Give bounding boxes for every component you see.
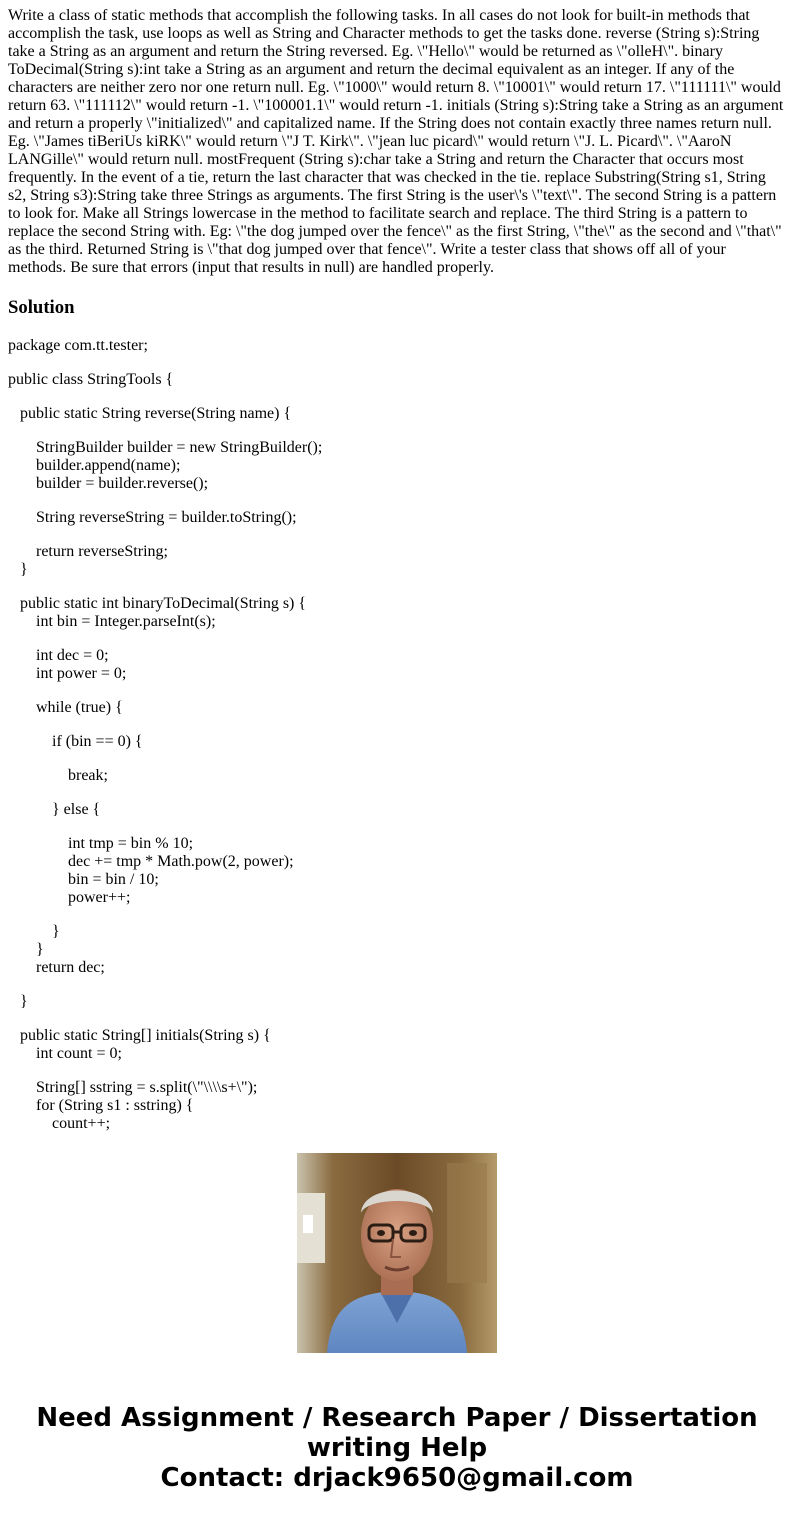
code-line: int tmp = bin % 10; — [8, 835, 194, 852]
author-avatar — [297, 1153, 497, 1353]
code-line — [8, 527, 786, 543]
solution-heading: Solution — [8, 297, 75, 318]
code-line: while (true) { — [8, 699, 123, 716]
code-line — [8, 1063, 786, 1079]
code-line — [8, 907, 786, 923]
code-line: break; — [8, 767, 108, 784]
code-line — [8, 631, 786, 647]
code-line — [8, 355, 786, 371]
code-line: StringBuilder builder = new StringBuilder(); — [8, 439, 323, 456]
code-line: public static String[] initials(String s) { — [8, 1027, 271, 1044]
code-line — [8, 717, 786, 733]
code-line — [8, 785, 786, 801]
promo-banner — [0, 1403, 794, 1493]
code-line — [8, 579, 786, 595]
code-line: int bin = Integer.parseInt(s); — [8, 613, 216, 630]
code-line: } else { — [8, 801, 101, 818]
code-line: } — [8, 923, 60, 940]
code-line: if (bin == 0) { — [8, 733, 143, 750]
code-line: public static int binaryToDecimal(String s) { — [8, 595, 307, 612]
code-line: for (String s1 : sstring) { — [8, 1097, 194, 1114]
code-line — [8, 819, 786, 835]
code-line: count++; — [8, 1115, 111, 1132]
code-line: public static String reverse(String name) { — [8, 405, 292, 422]
code-line: bin = bin / 10; — [8, 871, 159, 888]
code-line — [8, 423, 786, 439]
code-line — [8, 977, 786, 993]
code-line — [8, 389, 786, 405]
code-line: } — [8, 561, 28, 578]
code-line: } — [8, 993, 28, 1010]
code-line: int dec = 0; — [8, 647, 109, 664]
code-line: builder.append(name); — [8, 457, 181, 474]
code-line: int power = 0; — [8, 665, 127, 682]
code-line — [8, 683, 786, 699]
code-line: package com.tt.tester; — [8, 337, 148, 354]
promo-line-2: writing Help — [306, 1433, 488, 1463]
code-line: builder = builder.reverse(); — [8, 475, 209, 492]
code-line — [8, 1011, 786, 1027]
code-line: int count = 0; — [8, 1045, 122, 1062]
code-line: power++; — [8, 889, 131, 906]
code-line: return dec; — [8, 959, 105, 976]
person-photo-icon — [297, 1153, 497, 1353]
code-line: public class StringTools { — [8, 371, 174, 388]
promo-line-1: Need Assignment / Research Paper / Dissertation — [36, 1403, 758, 1433]
code-line: String[] sstring = s.split(\"\\\\s+\"); — [8, 1079, 258, 1096]
question-text: Write a class of static methods that accomplish the following tasks. In all cases do not look for built-in methods that accomplish the task, use loops as well as String and Character methods to get the tasks done. reverse (String s):String take a String as an argument and return the String reversed. Eg. \"Hello\" would be returned as \"olleH\". binary ToDecimal(String s):int take a String as an argument and return the decimal equivalent as an integer. If any of the characters are neither zero nor one return null. Eg. \"1000\" would return 8. \"10001\" would return 17. \"111111\" would return 63. \"111112\" would return -1. \"100001.1\" would return -1. initials (String s):String take a String as an argument and return a properly \"initialized\" and capitalized name. If the String does not contain exactly three names return null. Eg. \"James tiBeriUs kiRK\" would return \"J T. Kirk\". \"jean luc picard\" would return \"J. L. Picard\". \"AaroN LANGille\" would return null. mostFrequent (String s):char take a String and return the Character that occurs most frequently. In the event of a tie, return the last character that was checked in the tie. replace Substring(String s1, String s2, String s3):String take three Strings as arguments. The first String is the user\'s \"text\". The second String is a pattern to look for. Make all Strings lowercase in the method to facilitate search and replace. The third String is a pattern to replace the second String with. Eg: \"the dog jumped over the fence\" as the first String, \"the\" as the second and \"that\" as the third. Returned String is \"that dog jumped over that fence\". Write a tester class that shows off all of your methods. Be sure that errors (input that results in null) are handled properly. — [8, 7, 784, 276]
code-line: } — [8, 941, 44, 958]
code-line — [8, 751, 786, 767]
promo-contact: Contact: drjack9650@gmail.com — [160, 1463, 634, 1493]
code-line: String reverseString = builder.toString(); — [8, 509, 297, 526]
code-line: dec += tmp * Math.pow(2, power); — [8, 853, 294, 870]
solution-code — [8, 337, 786, 1132]
code-line — [8, 493, 786, 509]
code-line: return reverseString; — [8, 543, 168, 560]
